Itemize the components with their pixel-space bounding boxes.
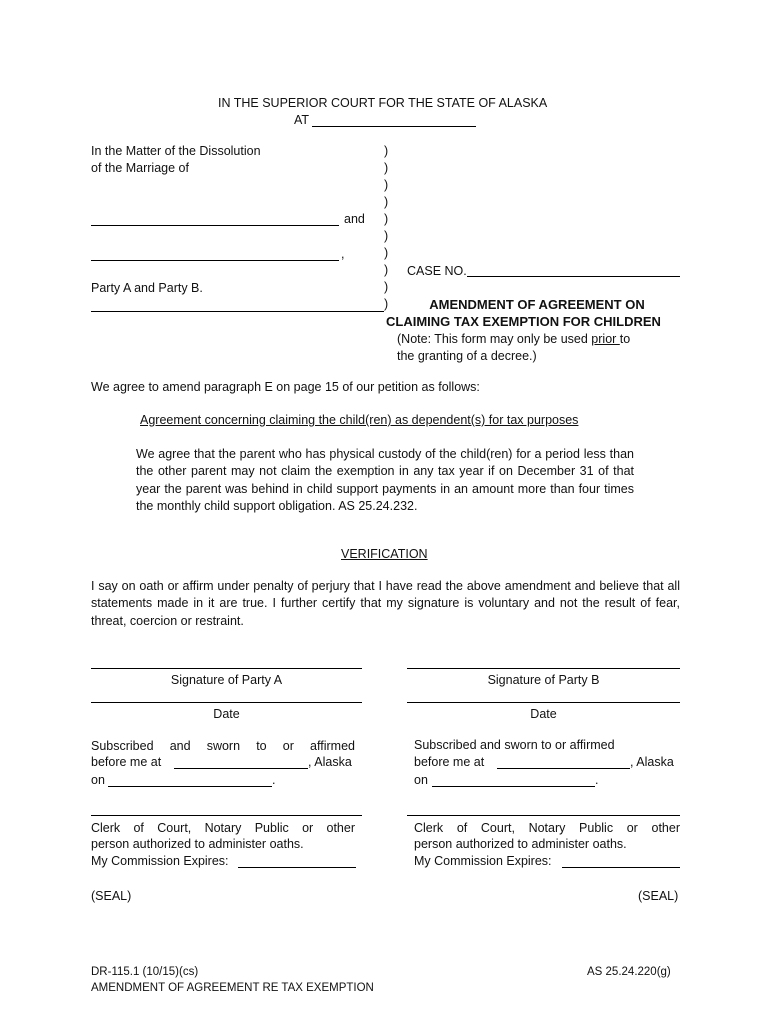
at-label: AT [294, 113, 310, 127]
party-a-alaska-label: , Alaska [308, 755, 352, 769]
party-a-name-field[interactable] [91, 225, 339, 226]
paren: ) [384, 161, 389, 175]
party-b-clerk-line-1: Clerk of Court, Notary Public or other [414, 821, 680, 835]
paren: ) [384, 246, 389, 260]
party-a-period: . [272, 773, 276, 787]
party-b-place-field[interactable] [497, 768, 630, 769]
amend-intro: We agree to amend paragraph E on page 15 of our petition as follows: [91, 380, 480, 394]
form-title-line-1: AMENDMENT OF AGREEMENT ON [429, 297, 645, 312]
party-b-period: . [595, 773, 599, 787]
matter-line-1: In the Matter of the Dissolution [91, 144, 261, 158]
party-b-alaska-label: , Alaska [630, 755, 674, 769]
at-location-field[interactable] [312, 126, 476, 127]
statute-reference: AS 25.24.220(g) [587, 966, 671, 978]
party-a-notary-signature-field[interactable] [91, 815, 362, 816]
party-b-seal: (SEAL) [638, 889, 679, 903]
party-b-notary-signature-field[interactable] [407, 815, 680, 816]
paren: ) [384, 144, 389, 158]
party-b-signature-field[interactable] [407, 668, 680, 669]
form-note-line-2: the granting of a decree.) [397, 349, 537, 363]
form-note-line-1: (Note: This form may only be used prior to [397, 332, 631, 346]
party-a-before-me-label: before me at [91, 755, 162, 769]
party-b-clerk-line-2: person authorized to administer oaths. [414, 837, 627, 851]
party-b-commission-label: My Commission Expires: [414, 854, 552, 868]
party-a-commission-field[interactable] [238, 867, 356, 868]
paren: ) [384, 178, 389, 192]
party-a-place-field[interactable] [174, 768, 308, 769]
agreement-text: We agree that the parent who has physical custody of the child(ren) for a period less than the other parent may not claim the exemption in any tax year if on December 31 of that year the parent was behind in child support payments in an amount more than four times the monthly child support obligation. AS 25.24.232. [136, 447, 634, 514]
party-a-date-field[interactable] [91, 702, 362, 703]
paren: ) [384, 297, 389, 311]
comma-label: , [341, 247, 345, 261]
party-b-date-field[interactable] [407, 702, 680, 703]
parties-label: Party A and Party B. [91, 281, 203, 295]
party-a-clerk-line-1: Clerk of Court, Notary Public or other [91, 821, 355, 835]
party-a-clerk-line-2: person authorized to administer oaths. [91, 837, 304, 851]
paren: ) [384, 195, 389, 209]
and-label: and [344, 212, 365, 226]
party-a-subscribed-line-1: Subscribed and sworn to or affirmed [91, 739, 355, 753]
form-title-line-2: CLAIMING TAX EXEMPTION FOR CHILDREN [386, 314, 661, 329]
party-a-date-label: Date [213, 707, 240, 721]
verification-heading: VERIFICATION [341, 547, 428, 561]
party-b-date-label: Date [530, 707, 557, 721]
party-a-signature-field[interactable] [91, 668, 362, 669]
party-a-sworn-date-field[interactable] [108, 786, 272, 787]
case-no-field[interactable] [467, 276, 680, 277]
party-b-signature-label: Signature of Party B [487, 673, 600, 687]
party-b-before-me-label: before me at [414, 755, 485, 769]
party-a-signature-label: Signature of Party A [170, 673, 283, 687]
paren: ) [384, 229, 389, 243]
verification-text: I say on oath or affirm under penalty of perjury that I have read the above amendment and believe that all statements made in it are true. I further certify that my signature is voluntary and not the result of fear, threat, coercion or restraint. [91, 579, 680, 628]
party-b-name-field[interactable] [91, 260, 339, 261]
prior-emphasis: prior [591, 332, 620, 346]
party-b-on-label: on [414, 773, 428, 787]
matter-line-2: of the Marriage of [91, 161, 189, 175]
caption-bottom-rule [91, 311, 384, 312]
party-a-seal: (SEAL) [91, 889, 132, 903]
caption-parens [384, 143, 388, 313]
party-b-commission-field[interactable] [562, 867, 680, 868]
agreement-heading: Agreement concerning claiming the child(ren) as dependent(s) for tax purposes [140, 413, 579, 427]
form-number: DR-115.1 (10/15)(cs) [91, 966, 199, 978]
paren: ) [384, 212, 389, 226]
form-name: AMENDMENT OF AGREEMENT RE TAX EXEMPTION [91, 982, 374, 994]
party-b-subscribed-line-1: Subscribed and sworn to or affirmed [414, 738, 615, 752]
party-a-on-label: on [91, 773, 105, 787]
paren: ) [384, 280, 389, 294]
paren: ) [384, 263, 389, 277]
party-a-commission-label: My Commission Expires: [91, 854, 229, 868]
party-b-sworn-date-field[interactable] [432, 786, 595, 787]
case-no-label: CASE NO. [407, 264, 467, 278]
court-heading: IN THE SUPERIOR COURT FOR THE STATE OF ALASKA [218, 96, 548, 110]
